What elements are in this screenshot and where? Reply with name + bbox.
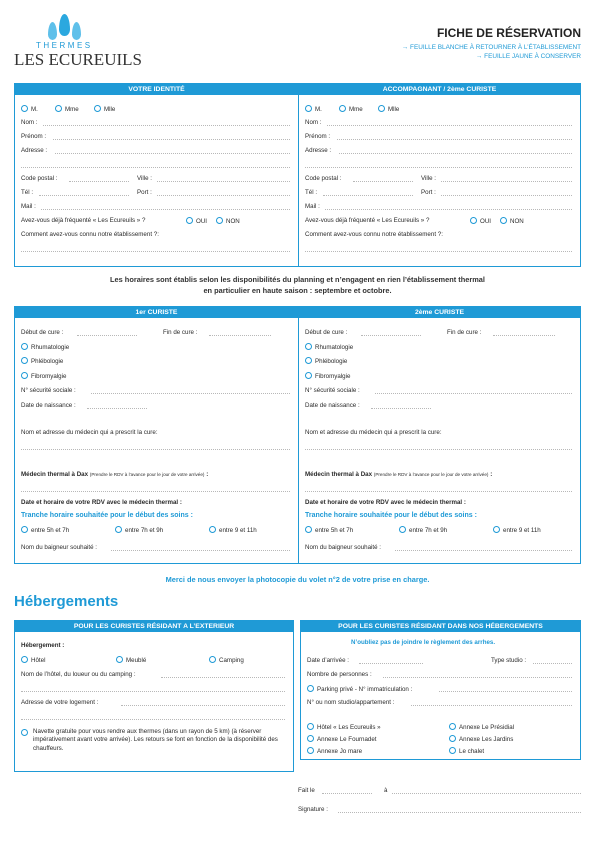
civ2-m-radio[interactable]: M. xyxy=(305,105,322,113)
cure-left-title: 1er CURISTE xyxy=(15,307,298,318)
nom2-field[interactable] xyxy=(327,125,572,126)
code-postal2-field[interactable] xyxy=(353,181,413,182)
radio-icon xyxy=(305,105,312,112)
baigneur2-label: Nom du baigneur souhaité : xyxy=(305,544,382,551)
a-label: à xyxy=(384,787,388,794)
deja-oui-radio[interactable]: OUI xyxy=(186,217,207,225)
naissance2-field[interactable] xyxy=(371,408,431,409)
residence-jardins-radio[interactable]: Annexe Les Jardins xyxy=(449,735,513,743)
identity-left-title: VOTRE IDENTITÉ xyxy=(15,84,298,95)
rdv-label: Date et horaire de votre RDV avec le médecin thermal : xyxy=(21,499,182,506)
radio-icon xyxy=(21,343,28,350)
slot2-5-7-radio[interactable]: entre 5h et 7h xyxy=(305,526,353,534)
logo-drop-icon xyxy=(72,22,81,40)
radio-icon xyxy=(305,372,312,379)
baigneur-label: Nom du baigneur souhaité : xyxy=(21,544,98,551)
adresse2-label: Adresse : xyxy=(305,147,332,154)
tel2-label: Tél : xyxy=(305,189,318,196)
connu-field[interactable] xyxy=(21,251,290,252)
slot2-7-9-radio[interactable]: entre 7h et 9h xyxy=(399,526,447,534)
radio-icon xyxy=(470,217,477,224)
civ2-mlle-radio[interactable]: Mlle xyxy=(378,105,399,113)
connu2-field[interactable] xyxy=(305,251,572,252)
notice-line-1: Les horaires sont établis selon les disponibilités du planning et n’engagent en rien l’établissement thermal xyxy=(110,275,485,284)
signature-row xyxy=(298,805,581,814)
tel-field[interactable] xyxy=(39,195,129,196)
radio-icon xyxy=(209,656,216,663)
adresse-logement-field[interactable] xyxy=(121,705,285,706)
radio-icon xyxy=(305,357,312,364)
radio-icon xyxy=(339,105,346,112)
mail-label: Mail : xyxy=(21,203,36,210)
radio-icon xyxy=(307,735,314,742)
radio-icon xyxy=(21,656,28,663)
radio-icon xyxy=(21,729,28,736)
baigneur2-field[interactable] xyxy=(395,550,572,551)
port-label: Port : xyxy=(137,189,152,196)
radio-icon xyxy=(500,217,507,224)
medecin-field[interactable] xyxy=(21,449,290,450)
notice-line-2: en particulier en haute saison : septembre et octobre. xyxy=(203,286,392,295)
tranche-label: Tranche horaire souhaitée pour le début des soins : xyxy=(21,512,193,519)
mail-field[interactable] xyxy=(41,209,290,210)
tranche2-label: Tranche horaire souhaitée pour le début des soins : xyxy=(305,512,477,519)
tel2-field[interactable] xyxy=(323,195,413,196)
radio-icon xyxy=(115,526,122,533)
header-note-white: → FEUILLE BLANCHE À RETOURNER À L’ÉTABLISSEMENT xyxy=(401,44,581,51)
adresse-field[interactable] xyxy=(55,153,290,154)
logo-bottom-text: LES ECUREUILS xyxy=(14,50,142,69)
residence-fournadet-radio[interactable]: Annexe Le Fournadet xyxy=(307,735,377,743)
residence-chalet-radio[interactable]: Le chalet xyxy=(449,747,484,755)
ville-label: Ville : xyxy=(137,175,153,182)
hotel-radio[interactable]: Hôtel xyxy=(21,656,45,664)
ville2-label: Ville : xyxy=(421,175,437,182)
code-postal-field[interactable] xyxy=(69,181,129,182)
nom-field[interactable] xyxy=(43,125,290,126)
radio-icon xyxy=(449,723,456,730)
adresse-logement-label: Adresse de votre logement : xyxy=(21,699,99,706)
header-note-yellow: → FEUILLE JAUNE À CONSERVER xyxy=(476,53,581,60)
thermal-label: Médecin thermal à Dax (Prendre le RDV à l’avance pour le jour de votre arrivée) : xyxy=(21,471,209,478)
adresse2-field-2[interactable] xyxy=(305,167,572,168)
date-arrivee-field[interactable] xyxy=(359,663,423,664)
fait-date-field[interactable] xyxy=(322,793,372,794)
type-studio-field[interactable] xyxy=(533,663,572,664)
rdv2-label: Date et horaire de votre RDV avec le médecin thermal : xyxy=(305,499,466,506)
identity-right xyxy=(298,84,580,266)
slot-7-9-radio[interactable]: entre 7h et 9h xyxy=(115,526,163,534)
ville-field[interactable] xyxy=(157,181,290,182)
logo-drop-icon xyxy=(48,22,57,40)
nom-hotel-field-2[interactable] xyxy=(21,691,285,692)
hebergement-exterieur xyxy=(14,620,294,772)
phlebologie2-radio[interactable]: Phlébologie xyxy=(305,357,347,365)
residence-ecureuils-radio[interactable]: Hôtel « Les Ecureuils » xyxy=(307,723,381,731)
medecin2-field[interactable] xyxy=(305,449,572,450)
naissance-field[interactable] xyxy=(87,408,147,409)
adresse2-field[interactable] xyxy=(339,153,572,154)
secu2-label: N° sécurité sociale : xyxy=(305,387,360,394)
tel-label: Tél : xyxy=(21,189,34,196)
radio-icon xyxy=(94,105,101,112)
port2-label: Port : xyxy=(421,189,436,196)
radio-icon xyxy=(307,685,314,692)
adresse-logement-field-2[interactable] xyxy=(21,719,285,720)
residence-presidial-radio[interactable]: Annexe Le Présidial xyxy=(449,723,514,731)
meuble-radio[interactable]: Meublé xyxy=(116,656,146,664)
radio-icon xyxy=(493,526,500,533)
signature-label: Signature : xyxy=(298,806,328,813)
slot2-9-11-radio[interactable]: entre 9 et 11h xyxy=(493,526,541,534)
civ2-mme-radio[interactable]: Mme xyxy=(339,105,363,113)
radio-icon xyxy=(186,217,193,224)
deja2-oui-radio[interactable]: OUI xyxy=(470,217,491,225)
debut-label: Début de cure : xyxy=(21,329,64,336)
port2-field[interactable] xyxy=(441,195,572,196)
parking-radio[interactable]: Parking privé - N° immatriculation : xyxy=(307,685,412,693)
identity-section xyxy=(14,83,581,267)
secu2-field[interactable] xyxy=(375,393,572,394)
civ-m-radio[interactable]: M. xyxy=(21,105,38,113)
connu2-label: Comment avez-vous connu notre établissement ?: xyxy=(305,231,443,238)
rhumatologie2-radio[interactable]: Rhumatologie xyxy=(305,343,353,351)
navette-option[interactable] xyxy=(21,728,287,753)
fibromyalgie-radio[interactable]: Fibromyalgie xyxy=(21,372,66,380)
date-arrivee-label: Date d’arrivée : xyxy=(307,657,349,664)
debut2-field[interactable] xyxy=(361,335,421,336)
fait-label: Fait le xyxy=(298,787,315,794)
logo-drop-icon xyxy=(59,14,70,36)
ville2-field[interactable] xyxy=(441,181,572,182)
prenom-field[interactable] xyxy=(53,139,290,140)
nom2-label: Nom : xyxy=(305,119,322,126)
type-studio-label: Type studio : xyxy=(491,657,527,664)
adresse-label: Adresse : xyxy=(21,147,48,154)
debut2-label: Début de cure : xyxy=(305,329,348,336)
radio-icon xyxy=(449,747,456,754)
deja2-label: Avez-vous déjà fréquenté « Les Ecureuils » ? xyxy=(305,217,430,224)
naissance2-label: Date de naissance : xyxy=(305,402,360,409)
adresse-field-2[interactable] xyxy=(21,167,290,168)
civ-mlle-radio[interactable]: Mlle xyxy=(94,105,115,113)
fait-row xyxy=(298,786,581,795)
cure-right xyxy=(298,307,580,563)
radio-icon xyxy=(209,526,216,533)
radio-icon xyxy=(305,526,312,533)
radio-icon xyxy=(55,105,62,112)
studio-field[interactable] xyxy=(411,705,572,706)
oubliez-note: N’oubliez pas de joindre le règlement des arrhes. xyxy=(351,639,496,646)
camping-radio[interactable]: Camping xyxy=(209,656,244,664)
phlebologie-radio[interactable]: Phlébologie xyxy=(21,357,63,365)
debut-field[interactable] xyxy=(77,335,137,336)
thermal-field[interactable] xyxy=(21,491,290,492)
cure-left xyxy=(15,307,298,563)
fin-label: Fin de cure : xyxy=(163,329,198,336)
port-field[interactable] xyxy=(157,195,290,196)
residence-title: POUR LES CURISTES RÉSIDANT DANS NOS HÉBERGEMENTS xyxy=(301,621,580,632)
fait-lieu-field[interactable] xyxy=(392,793,581,794)
signature-field[interactable] xyxy=(338,812,581,813)
cure-right-title: 2ème CURISTE xyxy=(299,307,580,318)
radio-icon xyxy=(21,526,28,533)
logo xyxy=(14,8,142,76)
radio-icon xyxy=(307,723,314,730)
exterieur-title: POUR LES CURISTES RÉSIDANT A L’EXTERIEUR xyxy=(15,621,293,632)
photocopy-note: Merci de nous envoyer la photocopie du volet n°2 de votre prise en charge. xyxy=(165,575,430,584)
medecin-label: Nom et adresse du médecin qui a prescrit la cure: xyxy=(21,429,158,436)
radio-icon xyxy=(116,656,123,663)
slot-9-11-radio[interactable]: entre 9 et 11h xyxy=(209,526,257,534)
thermal2-label: Médecin thermal à Dax (Prendre le RDV à l’avance pour le jour de votre arrivée) : xyxy=(305,471,493,478)
identity-left xyxy=(15,84,298,266)
radio-icon xyxy=(399,526,406,533)
residence-jomare-radio[interactable]: Annexe Jo mare xyxy=(307,747,362,755)
radio-icon xyxy=(305,343,312,350)
radio-icon xyxy=(449,735,456,742)
naissance-label: Date de naissance : xyxy=(21,402,76,409)
deja2-non-radio[interactable]: NON xyxy=(500,217,524,225)
page-title: FICHE DE RÉSERVATION xyxy=(436,26,581,40)
parking-field[interactable] xyxy=(439,691,572,692)
secu-field[interactable] xyxy=(91,393,290,394)
radio-icon xyxy=(378,105,385,112)
logo-top-text: THERMES xyxy=(36,41,93,50)
radio-icon xyxy=(21,357,28,364)
prenom2-label: Prénom : xyxy=(305,133,331,140)
fin2-label: Fin de cure : xyxy=(447,329,482,336)
fibromyalgie2-radio[interactable]: Fibromyalgie xyxy=(305,372,350,380)
deja-label: Avez-vous déjà fréquenté « Les Ecureuils » ? xyxy=(21,217,146,224)
navette-text: Navette gratuite pour vous rendre aux thermes (dans un rayon de 5 km) (à réserver impérativement avant votre arrivée). Les retours se font en fonction de la disponibilité des chauffeurs. xyxy=(33,728,278,752)
baigneur-field[interactable] xyxy=(111,550,290,551)
mail2-label: Mail : xyxy=(305,203,320,210)
mail2-field[interactable] xyxy=(325,209,572,210)
medecin2-label: Nom et adresse du médecin qui a prescrit la cure: xyxy=(305,429,442,436)
hebergement-residence xyxy=(300,620,581,760)
hebergement-label: Hébergement : xyxy=(21,642,65,649)
slot-5-7-radio[interactable]: entre 5h et 7h xyxy=(21,526,69,534)
civ-mme-radio[interactable]: Mme xyxy=(55,105,79,113)
nom-label: Nom : xyxy=(21,119,38,126)
fin-field[interactable] xyxy=(209,335,271,336)
radio-icon xyxy=(21,372,28,379)
prenom2-field[interactable] xyxy=(337,139,572,140)
nom-hotel-label: Nom de l’hôtel, du loueur ou du camping : xyxy=(21,671,136,678)
nom-hotel-field[interactable] xyxy=(161,677,285,678)
secu-label: N° sécurité sociale : xyxy=(21,387,76,394)
connu-label: Comment avez-vous connu notre établissement ?: xyxy=(21,231,159,238)
code-postal-label: Code postal : xyxy=(21,175,58,182)
nb-personnes-field[interactable] xyxy=(383,677,572,678)
prenom-label: Prénom : xyxy=(21,133,47,140)
deja-non-radio[interactable]: NON xyxy=(216,217,240,225)
fin2-field[interactable] xyxy=(493,335,555,336)
code-postal2-label: Code postal : xyxy=(305,175,342,182)
thermal2-field[interactable] xyxy=(305,491,572,492)
studio-label: N° ou nom studio/appartement : xyxy=(307,699,395,706)
rhumatologie-radio[interactable]: Rhumatologie xyxy=(21,343,69,351)
radio-icon xyxy=(216,217,223,224)
identity-right-title: ACCOMPAGNANT / 2ème CURISTE xyxy=(299,84,580,95)
nb-personnes-label: Nombre de personnes : xyxy=(307,671,372,678)
hebergements-heading: Hébergements xyxy=(14,593,119,610)
radio-icon xyxy=(21,105,28,112)
radio-icon xyxy=(307,747,314,754)
cure-section xyxy=(14,306,581,564)
